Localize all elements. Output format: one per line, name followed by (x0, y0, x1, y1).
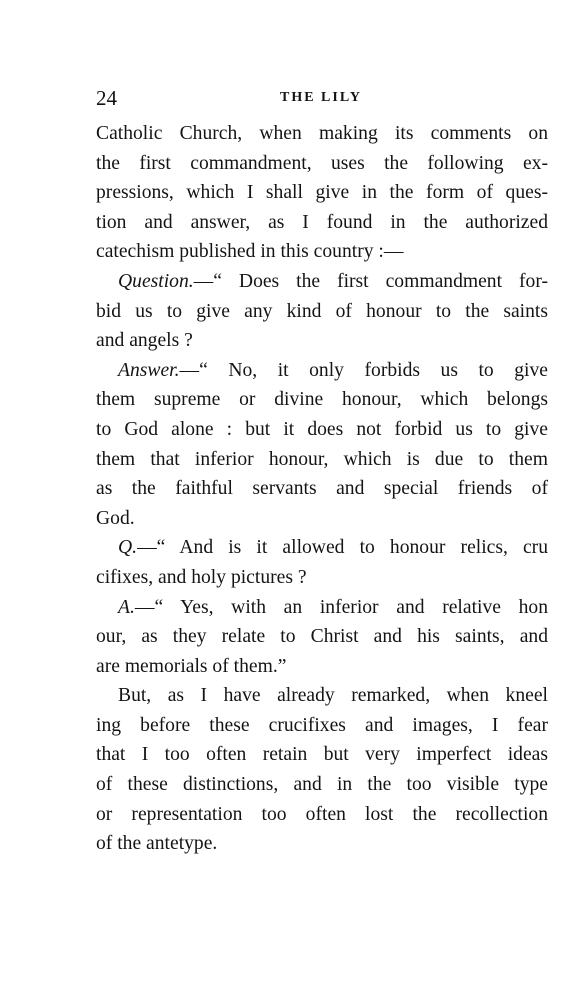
text-line (96, 622, 548, 652)
line-text: cifixes, and holy pictures ? (96, 566, 307, 588)
line-text: of these distinctions, and in the too visible type (96, 774, 548, 796)
speaker-label: Question. (118, 270, 194, 292)
text-line (96, 297, 548, 327)
line-text: to God alone : but it does not forbid us to give (96, 418, 548, 440)
text-line (96, 149, 548, 179)
text-line (96, 356, 548, 386)
text-line (96, 237, 548, 267)
paragraph (96, 356, 548, 534)
text-line (96, 267, 548, 297)
text-line (96, 208, 548, 238)
page-number: 24 (96, 86, 117, 110)
line-text: them supreme or divine honour, which belongs (96, 389, 548, 411)
paragraph (96, 533, 548, 592)
running-title: THE LILY (279, 90, 362, 105)
line-text: ing before these crucifixes and images, I fear (96, 714, 548, 736)
line-text: Catholic Church, when making its comments on (96, 123, 548, 144)
paragraph (96, 681, 548, 859)
line-text: and angels ? (96, 330, 193, 352)
text-line (96, 326, 548, 356)
text-line (96, 504, 548, 534)
line-text: bid us to give any kind of honour to the saints (96, 300, 548, 322)
paragraph (96, 119, 548, 267)
text-line (96, 563, 548, 593)
line-text: —“ Yes, with an inferior and relative hon (134, 596, 548, 618)
text-line (96, 711, 548, 741)
line-text: —“ Does the first commandment for- (193, 270, 548, 292)
text-line (96, 800, 548, 830)
paragraph (96, 267, 548, 356)
line-text: —“ And is it allowed to honour relics, cru (137, 537, 548, 559)
line-text: pressions, which I shall give in the form of ques- (96, 182, 548, 204)
text-line (96, 593, 548, 623)
text-line (96, 178, 548, 208)
text-line (96, 829, 548, 859)
line-text: that I too often retain but very imperfect ideas (96, 744, 548, 766)
body-text (96, 119, 548, 859)
line-text: our, as they relate to Christ and his saints, and (96, 626, 548, 648)
text-line (96, 385, 548, 415)
text-line (96, 770, 548, 800)
text-line (96, 652, 548, 682)
line-text: the first commandment, uses the following ex- (96, 152, 548, 174)
text-line (96, 474, 548, 504)
line-text: are memorials of them.” (96, 655, 287, 677)
line-text: catechism published in this country :— (96, 241, 404, 263)
text-line (96, 740, 548, 770)
line-text: them that inferior honour, which is due to them (96, 448, 548, 470)
text-line (96, 533, 548, 563)
line-text: as the faithful servants and special friends of (96, 478, 548, 500)
line-text: tion and answer, as I found in the authorized (96, 211, 548, 233)
text-line (96, 681, 548, 711)
line-text: —“ No, it only forbids us to give (179, 359, 548, 381)
text-line (96, 119, 548, 149)
page-header (96, 84, 546, 112)
paragraph (96, 593, 548, 682)
line-text: God. (96, 507, 135, 529)
speaker-label: Q. (118, 537, 138, 559)
line-text: or representation too often lost the recollection (96, 803, 548, 825)
text-line (96, 415, 548, 445)
text-line (96, 445, 548, 475)
line-text: But, as I have already remarked, when kneel (118, 685, 548, 707)
speaker-label: Answer. (118, 359, 180, 381)
speaker-label: A. (118, 596, 135, 618)
line-text: of the antetype. (96, 833, 218, 855)
